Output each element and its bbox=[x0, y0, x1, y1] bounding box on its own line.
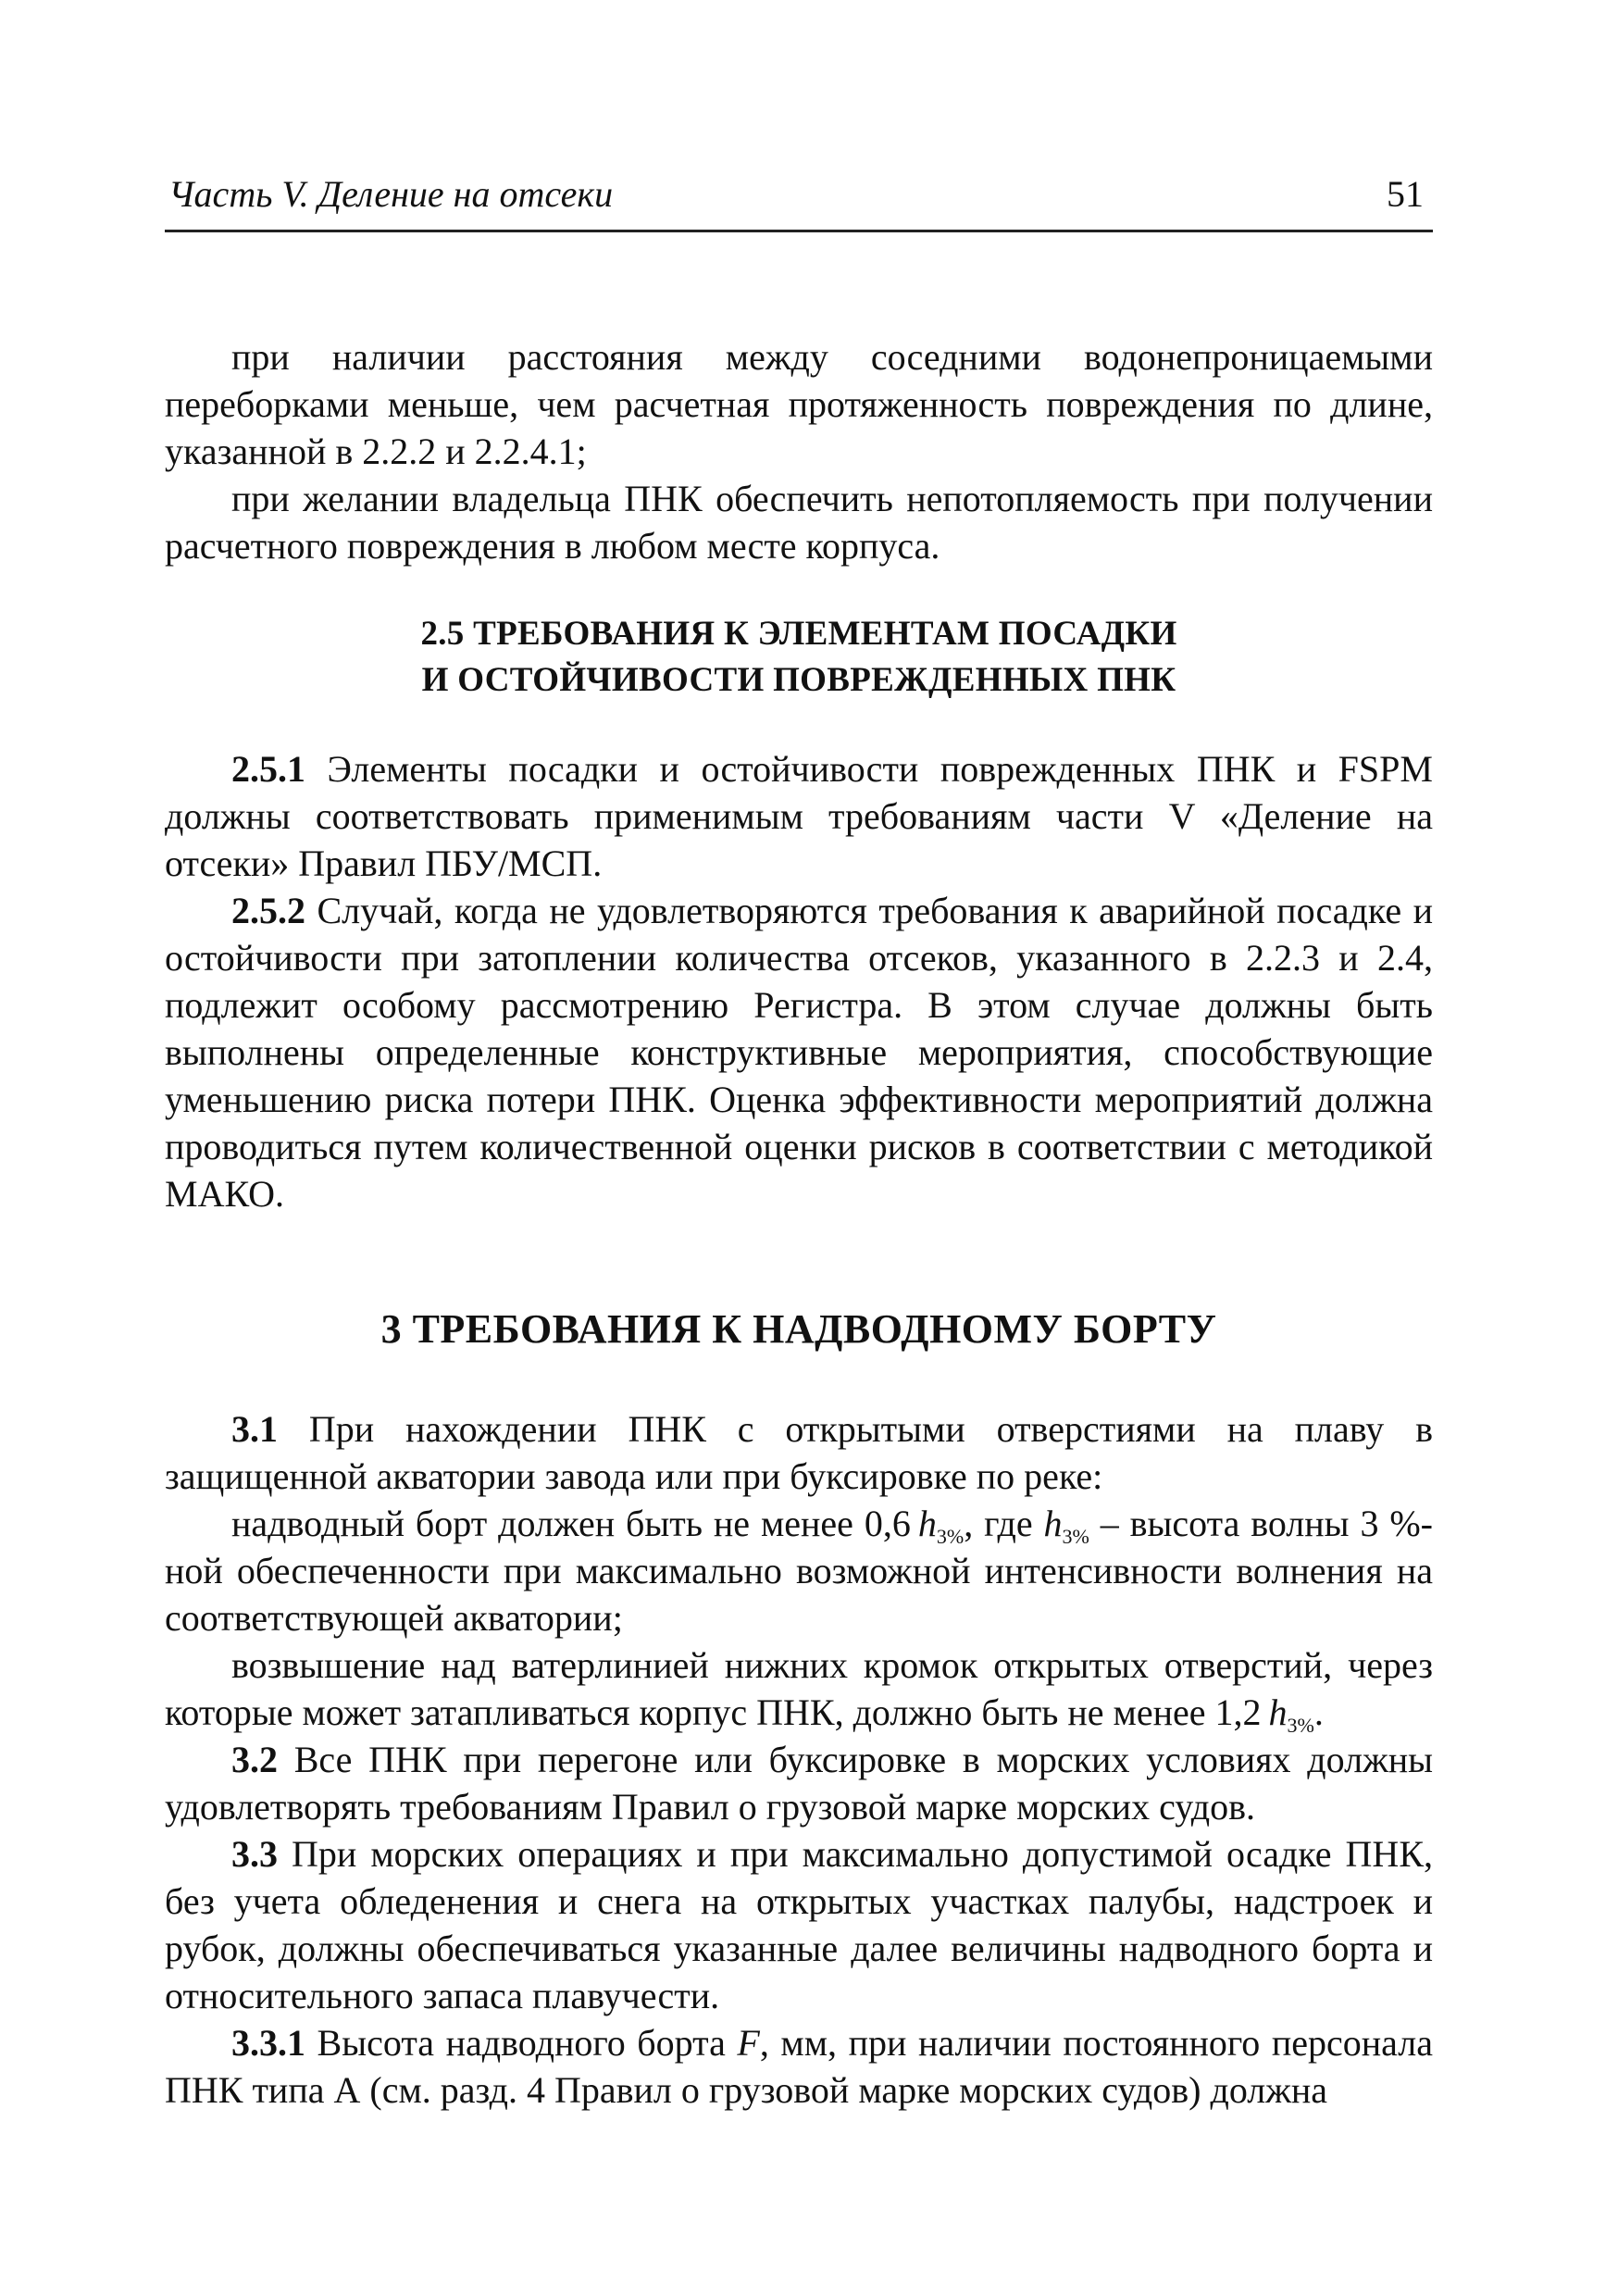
math-variable: h bbox=[1043, 1503, 1063, 1544]
text-run: – высота волны 3 %-ной обеспеченности при максимально возможной интенсивности волнения на соответствующей акватории; bbox=[165, 1503, 1433, 1639]
page-number: 51 bbox=[1387, 173, 1424, 215]
intro-block bbox=[165, 333, 1433, 569]
clause-number: 2.5.1 bbox=[231, 748, 305, 790]
running-header bbox=[165, 172, 1433, 232]
paragraph-3-1-freeboard bbox=[165, 1500, 1433, 1641]
clause-text: При нахождении ПНК с открытыми отверстиями на плаву в защищенной акватории завода или при буксировке по реке: bbox=[165, 1408, 1433, 1497]
paragraph-3-1 bbox=[165, 1405, 1433, 1500]
math-variable: h bbox=[917, 1503, 937, 1544]
paragraph: при наличии расстояния между соседними водонепроницаемыми переборками меньше, чем расчетная протяженность повреждения по длине, указанной в 2.2.2 и 2.2.4.1; bbox=[165, 336, 1433, 472]
math-subscript: 3% bbox=[1062, 1525, 1089, 1548]
clause-text: Все ПНК при перегоне или буксировке в морских условиях должны удовлетворять требованиям Правил о грузовой марке морских судов. bbox=[165, 1739, 1433, 1828]
paragraph-2-5-1 bbox=[165, 745, 1433, 887]
text-run: . bbox=[1313, 1691, 1324, 1733]
running-header-title: Часть V. Деление на отсеки bbox=[168, 173, 614, 215]
text-run: , мм, при наличии постоянного персонала ПНК типа А (см. разд. 4 Правил о грузовой марке морских судов) должна bbox=[165, 2022, 1433, 2111]
section-3-heading bbox=[165, 1304, 1433, 1355]
chapter-heading: 3 ТРЕБОВАНИЯ К НАДВОДНОМУ БОРТУ bbox=[380, 1306, 1217, 1352]
text-run: возвышение над ватерлинией нижних кромок открытых отверстий, через которые может затапливаться корпус ПНК, должно быть не менее 1,2 bbox=[165, 1644, 1433, 1733]
section-heading-line: 2.5 ТРЕБОВАНИЯ К ЭЛЕМЕНТАМ ПОСАДКИ bbox=[420, 615, 1177, 653]
clause-number: 3.3.1 bbox=[231, 2022, 305, 2064]
clause-text: Элементы посадки и остойчивости поврежденных ПНК и FSPM должны соответствовать применимым требованиям части V «Деление на отсеки» Правил ПБУ/МСП. bbox=[165, 748, 1433, 884]
text-run: , где bbox=[964, 1503, 1044, 1544]
paragraph-2-5-2 bbox=[165, 887, 1433, 1217]
paragraph-3-3 bbox=[165, 1830, 1433, 2019]
clause-number: 2.5.2 bbox=[231, 890, 305, 931]
paragraph-3-2 bbox=[165, 1736, 1433, 1830]
clause-number: 3.1 bbox=[231, 1408, 278, 1450]
text-run: Высота надводного борта bbox=[305, 2022, 738, 2064]
math-subscript: 3% bbox=[1287, 1714, 1314, 1737]
clause-number: 3.3 bbox=[231, 1833, 278, 1875]
paragraph: при желании владельца ПНК обеспечить непотопляемость при получении расчетного повреждения в любом месте корпуса. bbox=[165, 478, 1433, 567]
math-variable: F bbox=[737, 2022, 760, 2064]
section-2-5-heading bbox=[165, 611, 1433, 704]
section-heading-line: И ОСТОЙЧИВОСТИ ПОВРЕЖДЕННЫХ ПНК bbox=[421, 661, 1176, 699]
section-3-body bbox=[165, 1405, 1433, 2114]
paragraph-3-3-1 bbox=[165, 2019, 1433, 2114]
math-variable: h bbox=[1268, 1691, 1288, 1733]
math-subscript: 3% bbox=[936, 1525, 965, 1548]
paragraph-3-1-openings bbox=[165, 1641, 1433, 1736]
clause-text: Случай, когда не удовлетворяются требования к аварийной посадке и остойчивости при затоплении количества отсеков, указанного в 2.2.3 и 2.4, подлежит особому рассмотрению Регистра. В этом случае должны быть выполнены определенные конструктивные мероприятия, способствующие уменьшению риска потери ПНК. Оценка эффективности мероприятий должна проводиться путем количественной оценки рисков в соответствии с методикой МАКО. bbox=[165, 890, 1433, 1215]
clause-number: 3.2 bbox=[231, 1739, 278, 1780]
clause-text: При морских операциях и при максимально допустимой осадке ПНК, без учета обледенения и снега на открытых участках палубы, надстроек и рубок, должны обеспечиваться указанные далее величины надводного борта и относительного запаса плавучести. bbox=[165, 1833, 1433, 2016]
section-2-5-body bbox=[165, 745, 1433, 1217]
text-run: надводный борт должен быть не менее 0,6 bbox=[231, 1503, 911, 1544]
